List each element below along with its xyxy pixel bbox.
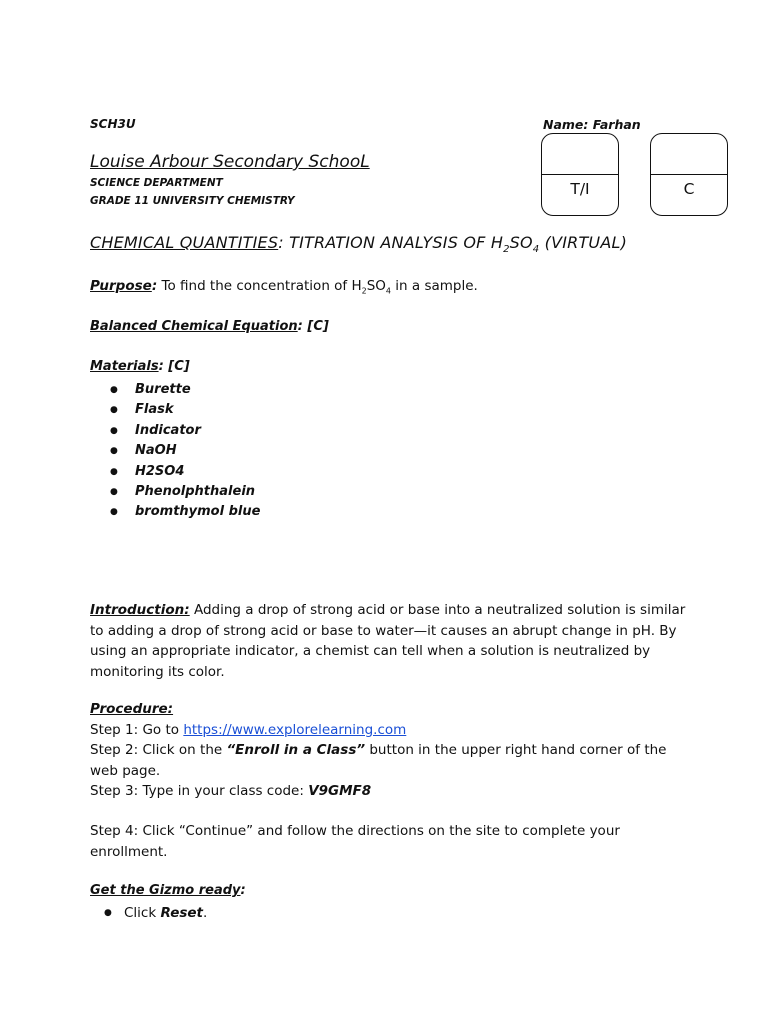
step-emphasis: “Enroll in a Class”: [226, 742, 366, 758]
list-item: ● Burette: [110, 380, 260, 400]
step-text: button in the upper right hand corner of the web page.: [90, 742, 667, 779]
materials-list: [110, 380, 260, 523]
title-part: SO: [509, 233, 533, 252]
list-item: ● H2SO4: [110, 462, 260, 482]
procedure-step-1: [90, 720, 690, 741]
list-item: [104, 903, 207, 923]
materials-heading: [90, 359, 190, 374]
purpose-subscript: 4: [385, 286, 392, 296]
purpose-colon: :: [151, 278, 158, 294]
gizmo-heading: [90, 883, 246, 898]
score-box-c: [650, 133, 728, 216]
school-name: Louise Arbour Secondary SchooL: [90, 152, 370, 172]
title-part: : TITRATION ANALYSIS OF H: [278, 233, 504, 252]
list-item: ● Indicator: [110, 421, 260, 441]
score-box-divider: [542, 174, 618, 175]
introduction-label: Introduction:: [90, 602, 190, 618]
step-text: Step 1: Go to: [90, 721, 184, 738]
step-text: Step 2: Click on the: [90, 742, 227, 758]
title-part: CHEMICAL QUANTITIES: [90, 233, 279, 252]
step-text: Step 3: Type in your class code:: [90, 783, 309, 799]
purpose-subscript: 2: [361, 286, 367, 296]
procedure-section: [90, 699, 690, 802]
course-code: SCH3U: [90, 117, 136, 131]
gizmo-text: Click: [124, 905, 161, 921]
gizmo-emphasis: Reset: [160, 905, 203, 921]
introduction-paragraph: [90, 600, 690, 682]
materials-label: Materials: [90, 359, 159, 374]
explorelearning-link[interactable]: https://www.explorelearning.com: [183, 721, 407, 738]
title-part: (VIRTUAL): [539, 233, 628, 252]
score-box-divider: [651, 174, 727, 175]
introduction-text: Adding a drop of strong acid or base into a neutralized solution is similar to adding a drop of strong acid or base to water—it causes an abrupt change in pH. By using an appropriate indicator, a chemist can tell when a solution is neutralized by monitoring its color.: [90, 602, 686, 680]
purpose-text: To find the concentration of H: [157, 278, 362, 294]
list-item: ● Flask: [110, 400, 260, 420]
list-item: ● NaOH: [110, 441, 260, 461]
gizmo-label: Get the Gizmo ready: [90, 883, 241, 898]
score-box-ti: [541, 133, 619, 216]
gizmo-list: [104, 903, 207, 923]
list-item: ● bromthymol blue: [110, 502, 260, 522]
procedure-label: Procedure:: [90, 701, 174, 717]
procedure-step-4: Step 4: Click “Continue” and follow the directions on the site to complete your enrollment.: [90, 823, 620, 860]
equation-value: : [C]: [297, 319, 329, 334]
document-title: [90, 233, 627, 255]
department-label: SCIENCE DEPARTMENT: [90, 177, 223, 189]
purpose-text: in a sample.: [391, 278, 478, 294]
title-subscript: 2: [503, 244, 510, 256]
equation-label: Balanced Chemical Equation: [90, 319, 298, 334]
procedure-step-3: [90, 781, 690, 802]
class-code: V9GMF8: [308, 783, 372, 799]
gizmo-text: .: [203, 905, 208, 921]
title-subscript: 4: [532, 244, 540, 256]
equation-line: [90, 319, 329, 334]
student-name: Name: Farhan: [543, 117, 641, 132]
purpose-label: Purpose: [90, 278, 152, 294]
gizmo-colon: :: [240, 883, 246, 898]
purpose-line: [90, 278, 478, 296]
purpose-text: SO: [366, 278, 386, 294]
score-box-label: C: [683, 180, 695, 198]
list-item: ● Phenolphthalein: [110, 482, 260, 502]
score-box-label: T/I: [570, 180, 590, 198]
procedure-step-2: [90, 740, 690, 781]
materials-value: : [C]: [158, 359, 190, 374]
grade-label: GRADE 11 UNIVERSITY CHEMISTRY: [90, 195, 295, 207]
